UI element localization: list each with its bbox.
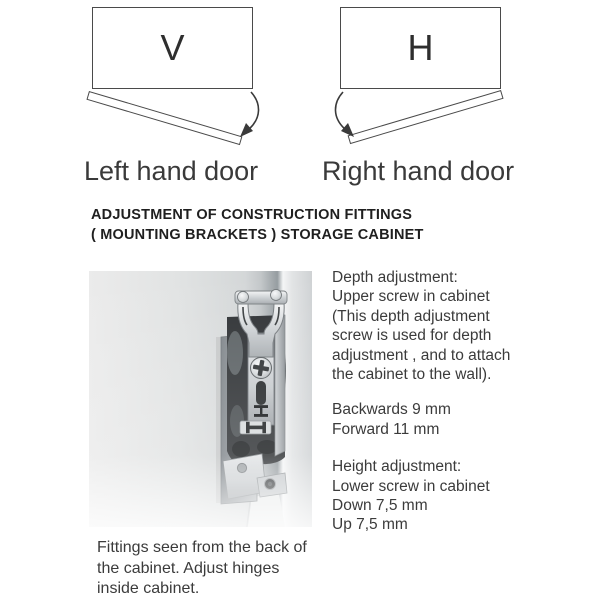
travel-paragraph (332, 400, 582, 439)
text-line: Lower screw in cabinet (332, 477, 490, 495)
text-line: Upper screw in cabinet (332, 288, 490, 306)
text-line: Height adjustment: (332, 458, 462, 476)
door-swing-right (348, 90, 504, 144)
text-line: adjustment , and to attach (332, 346, 511, 364)
photo-caption (97, 538, 307, 600)
cabinet-top-view-right (340, 7, 501, 89)
caption-line: inside cabinet. (97, 580, 200, 597)
text-line: the cabinet to the wall). (332, 366, 492, 384)
text-line: Backwards 9 mm (332, 401, 451, 419)
page-title (91, 205, 424, 245)
text-line: Forward 11 mm (332, 420, 440, 438)
swing-arrow-icon (330, 90, 358, 142)
left-door-label: Left hand door (84, 156, 259, 186)
text-line: Up 7,5 mm (332, 516, 408, 534)
text-line: Depth adjustment: (332, 269, 458, 286)
adjustment-instructions (332, 268, 582, 535)
caption-line: Fittings seen from the back of (97, 539, 307, 556)
text-line: screw is used for depth (332, 327, 492, 345)
page-title-line1: ADJUSTMENT OF CONSTRUCTION FITTINGS (91, 207, 413, 223)
bracket-photo (89, 271, 312, 527)
caption-line: the cabinet. Adjust hinges (97, 559, 280, 577)
mounting-bracket-illustration (89, 271, 312, 527)
height-paragraph (332, 457, 582, 535)
right-door-label: Right hand door (322, 156, 515, 186)
cabinet-top-view-left (92, 7, 253, 89)
text-line: (This depth adjustment (332, 307, 490, 325)
door-swing-left (86, 91, 242, 145)
page-title-line2: ( MOUNTING BRACKETS ) STORAGE CABINET (91, 227, 424, 243)
text-line: Down 7,5 mm (332, 497, 428, 515)
right-door-letter: H (407, 27, 434, 68)
depth-paragraph (332, 268, 582, 384)
swing-arrow-icon (236, 90, 264, 142)
left-door-letter: V (160, 27, 185, 68)
